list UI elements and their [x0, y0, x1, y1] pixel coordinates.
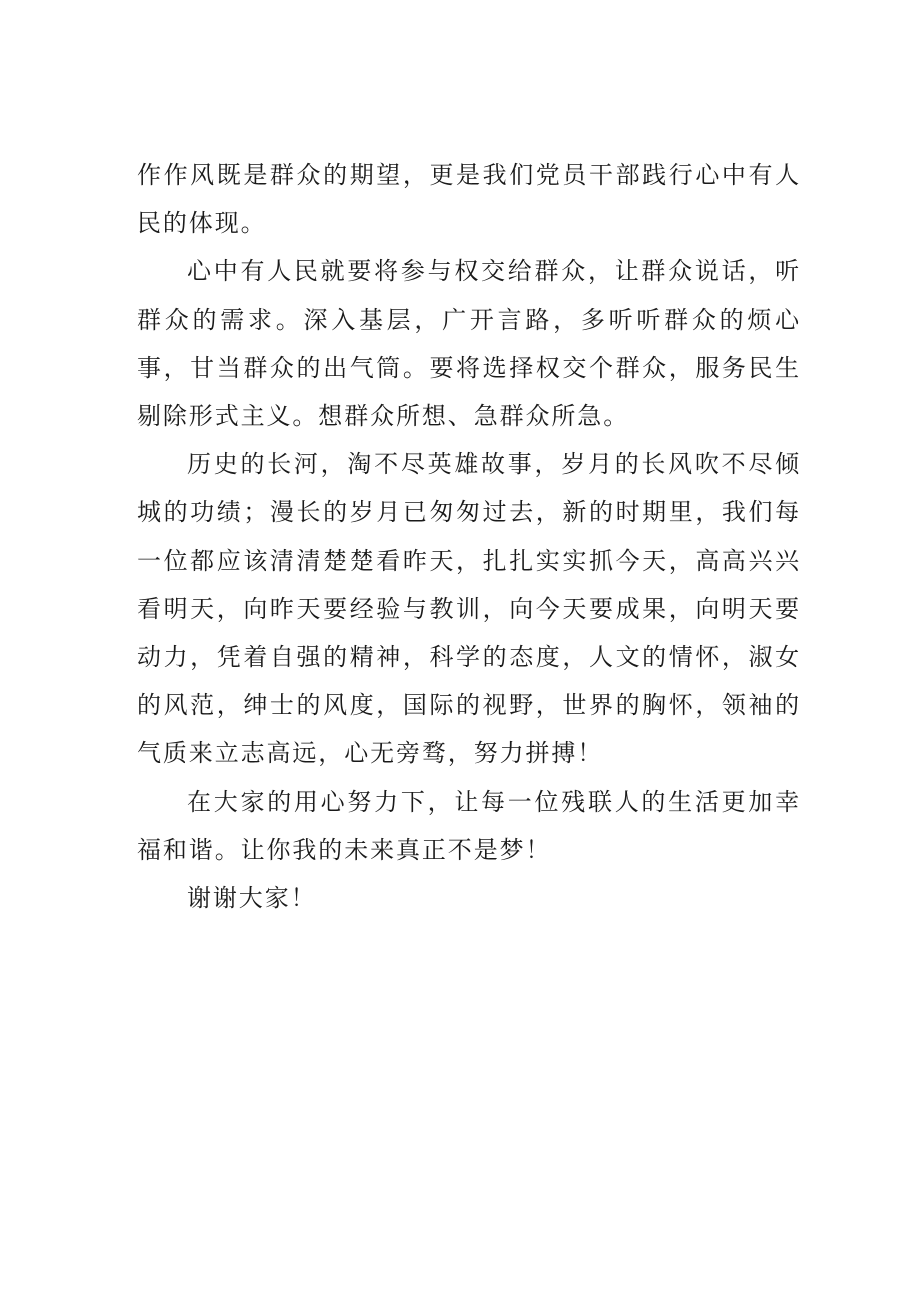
paragraph-1: 作作风既是群众的期望，更是我们党员干部践行心中有人民的体现。: [137, 161, 801, 238]
closing-line: 谢谢大家！: [187, 884, 317, 913]
document-body: [137, 151, 801, 922]
paragraph-3: 历史的长河，淘不尽英雄故事，岁月的长风吹不尽倾城的功绩；漫长的岁月已匆匆过去，新的时期里，我们每一位都应该清清楚楚看昨天，扎扎实实抓今天，高高兴兴看明天，向昨天要经验与教训，向今天要成果，向明天要动力，凭着自强的精神，科学的态度，人文的情怀，淑女的风范，绅士的风度，国际的视野，世界的胸怀，领袖的气质来立志高远，心无旁骛，努力拼搏！: [137, 450, 801, 768]
paragraph-4: 在大家的用心努力下，让每一位残联人的生活更加幸福和谐。让你我的未来真正不是梦！: [137, 787, 801, 864]
paragraph-2: 心中有人民就要将参与权交给群众，让群众说话，听群众的需求。深入基层，广开言路，多听听群众的烦心事，甘当群众的出气筒。要将选择权交个群众，服务民生剔除形式主义。想群众所想、急群众所急。: [137, 257, 801, 431]
